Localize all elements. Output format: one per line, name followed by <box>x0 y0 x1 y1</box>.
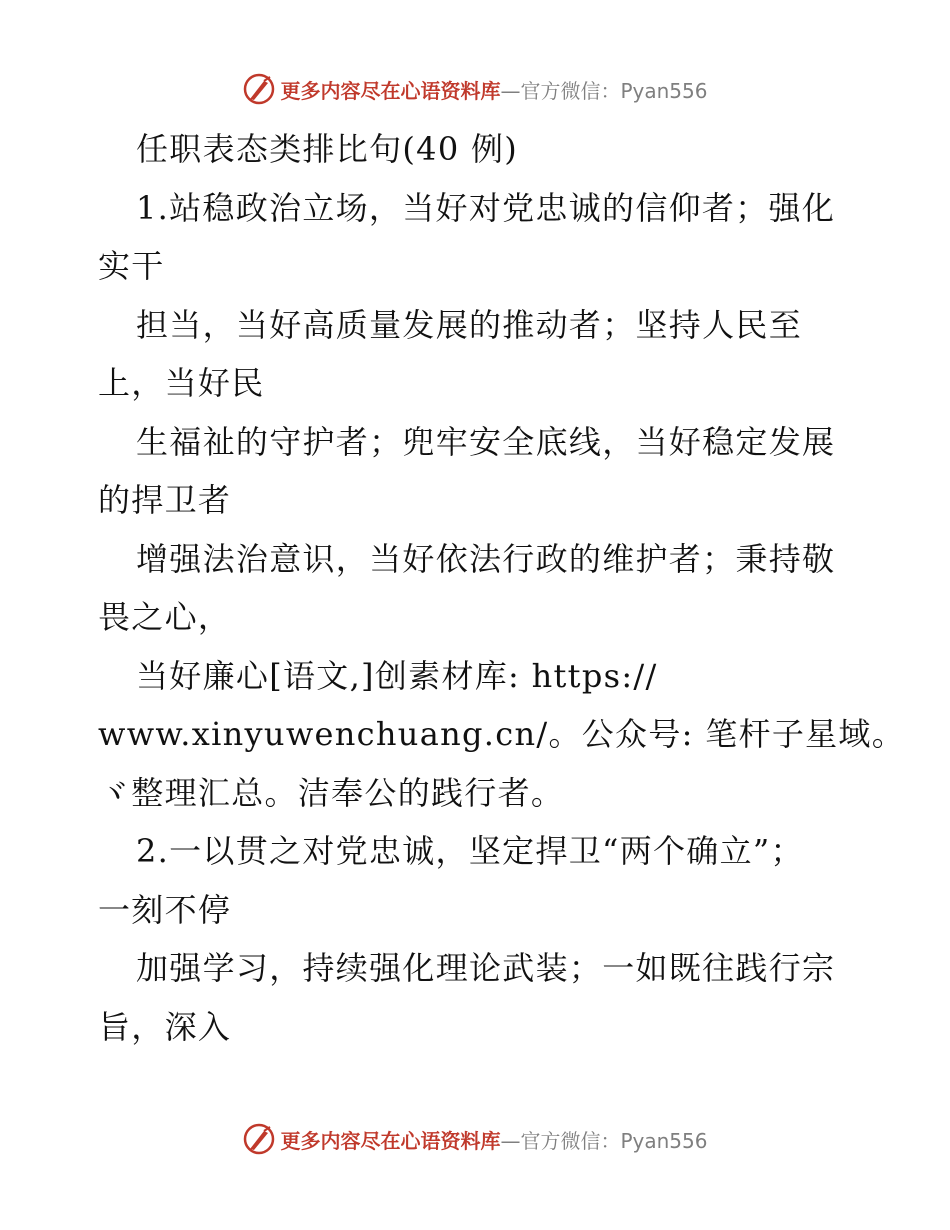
document-body <box>98 120 906 1056</box>
text-line: 一刻不停 <box>98 890 232 929</box>
text-line: 1.站稳政治立场，当好对党忠诚的信仰者；强化 <box>136 188 836 227</box>
quill-pen-logo-icon <box>242 1122 276 1156</box>
text-line: 担当，当好高质量发展的推动者；坚持人民至 <box>136 305 803 344</box>
text-line: 上，当好民 <box>98 364 265 402</box>
text-line: ヾ整理汇总。洁奉公的践行者。 <box>98 773 565 812</box>
text-line: 畏之心， <box>98 598 232 636</box>
quill-pen-logo-icon <box>242 72 276 106</box>
header-watermark <box>0 72 950 106</box>
text-line: 2.一以贯之对党忠诚，坚定捍卫“两个确立”； <box>136 832 804 870</box>
watermark-brand-text: 更多内容尽在心语资料库 <box>280 78 501 103</box>
footer-watermark <box>0 1122 950 1156</box>
text-line: 增强法治意识，当好依法行政的维护者；秉持敬 <box>136 539 836 578</box>
text-line: 生福祉的守护者；兜牢安全底线，当好稳定发展 <box>136 422 836 461</box>
text-line: 实干 <box>98 247 165 285</box>
text-line: 任职表态类排比句(40 例) <box>136 130 519 168</box>
text-line: www.xinyuwenchuang.cn/。公众号: 笔杆子星域。 <box>98 715 906 753</box>
text-line: 的捍卫者 <box>98 481 232 519</box>
text-line: 旨，深入 <box>98 1007 232 1046</box>
watermark-contact-text: —官方微信：Pyan556 <box>500 1128 708 1153</box>
watermark-brand-text: 更多内容尽在心语资料库 <box>280 1128 501 1153</box>
text-line: 加强学习，持续强化理论武装；一如既往践行宗 <box>136 949 836 987</box>
text-line: 当好廉心[语文,]创素材库: https:// <box>136 656 658 695</box>
watermark-contact-text: —官方微信：Pyan556 <box>500 78 708 103</box>
